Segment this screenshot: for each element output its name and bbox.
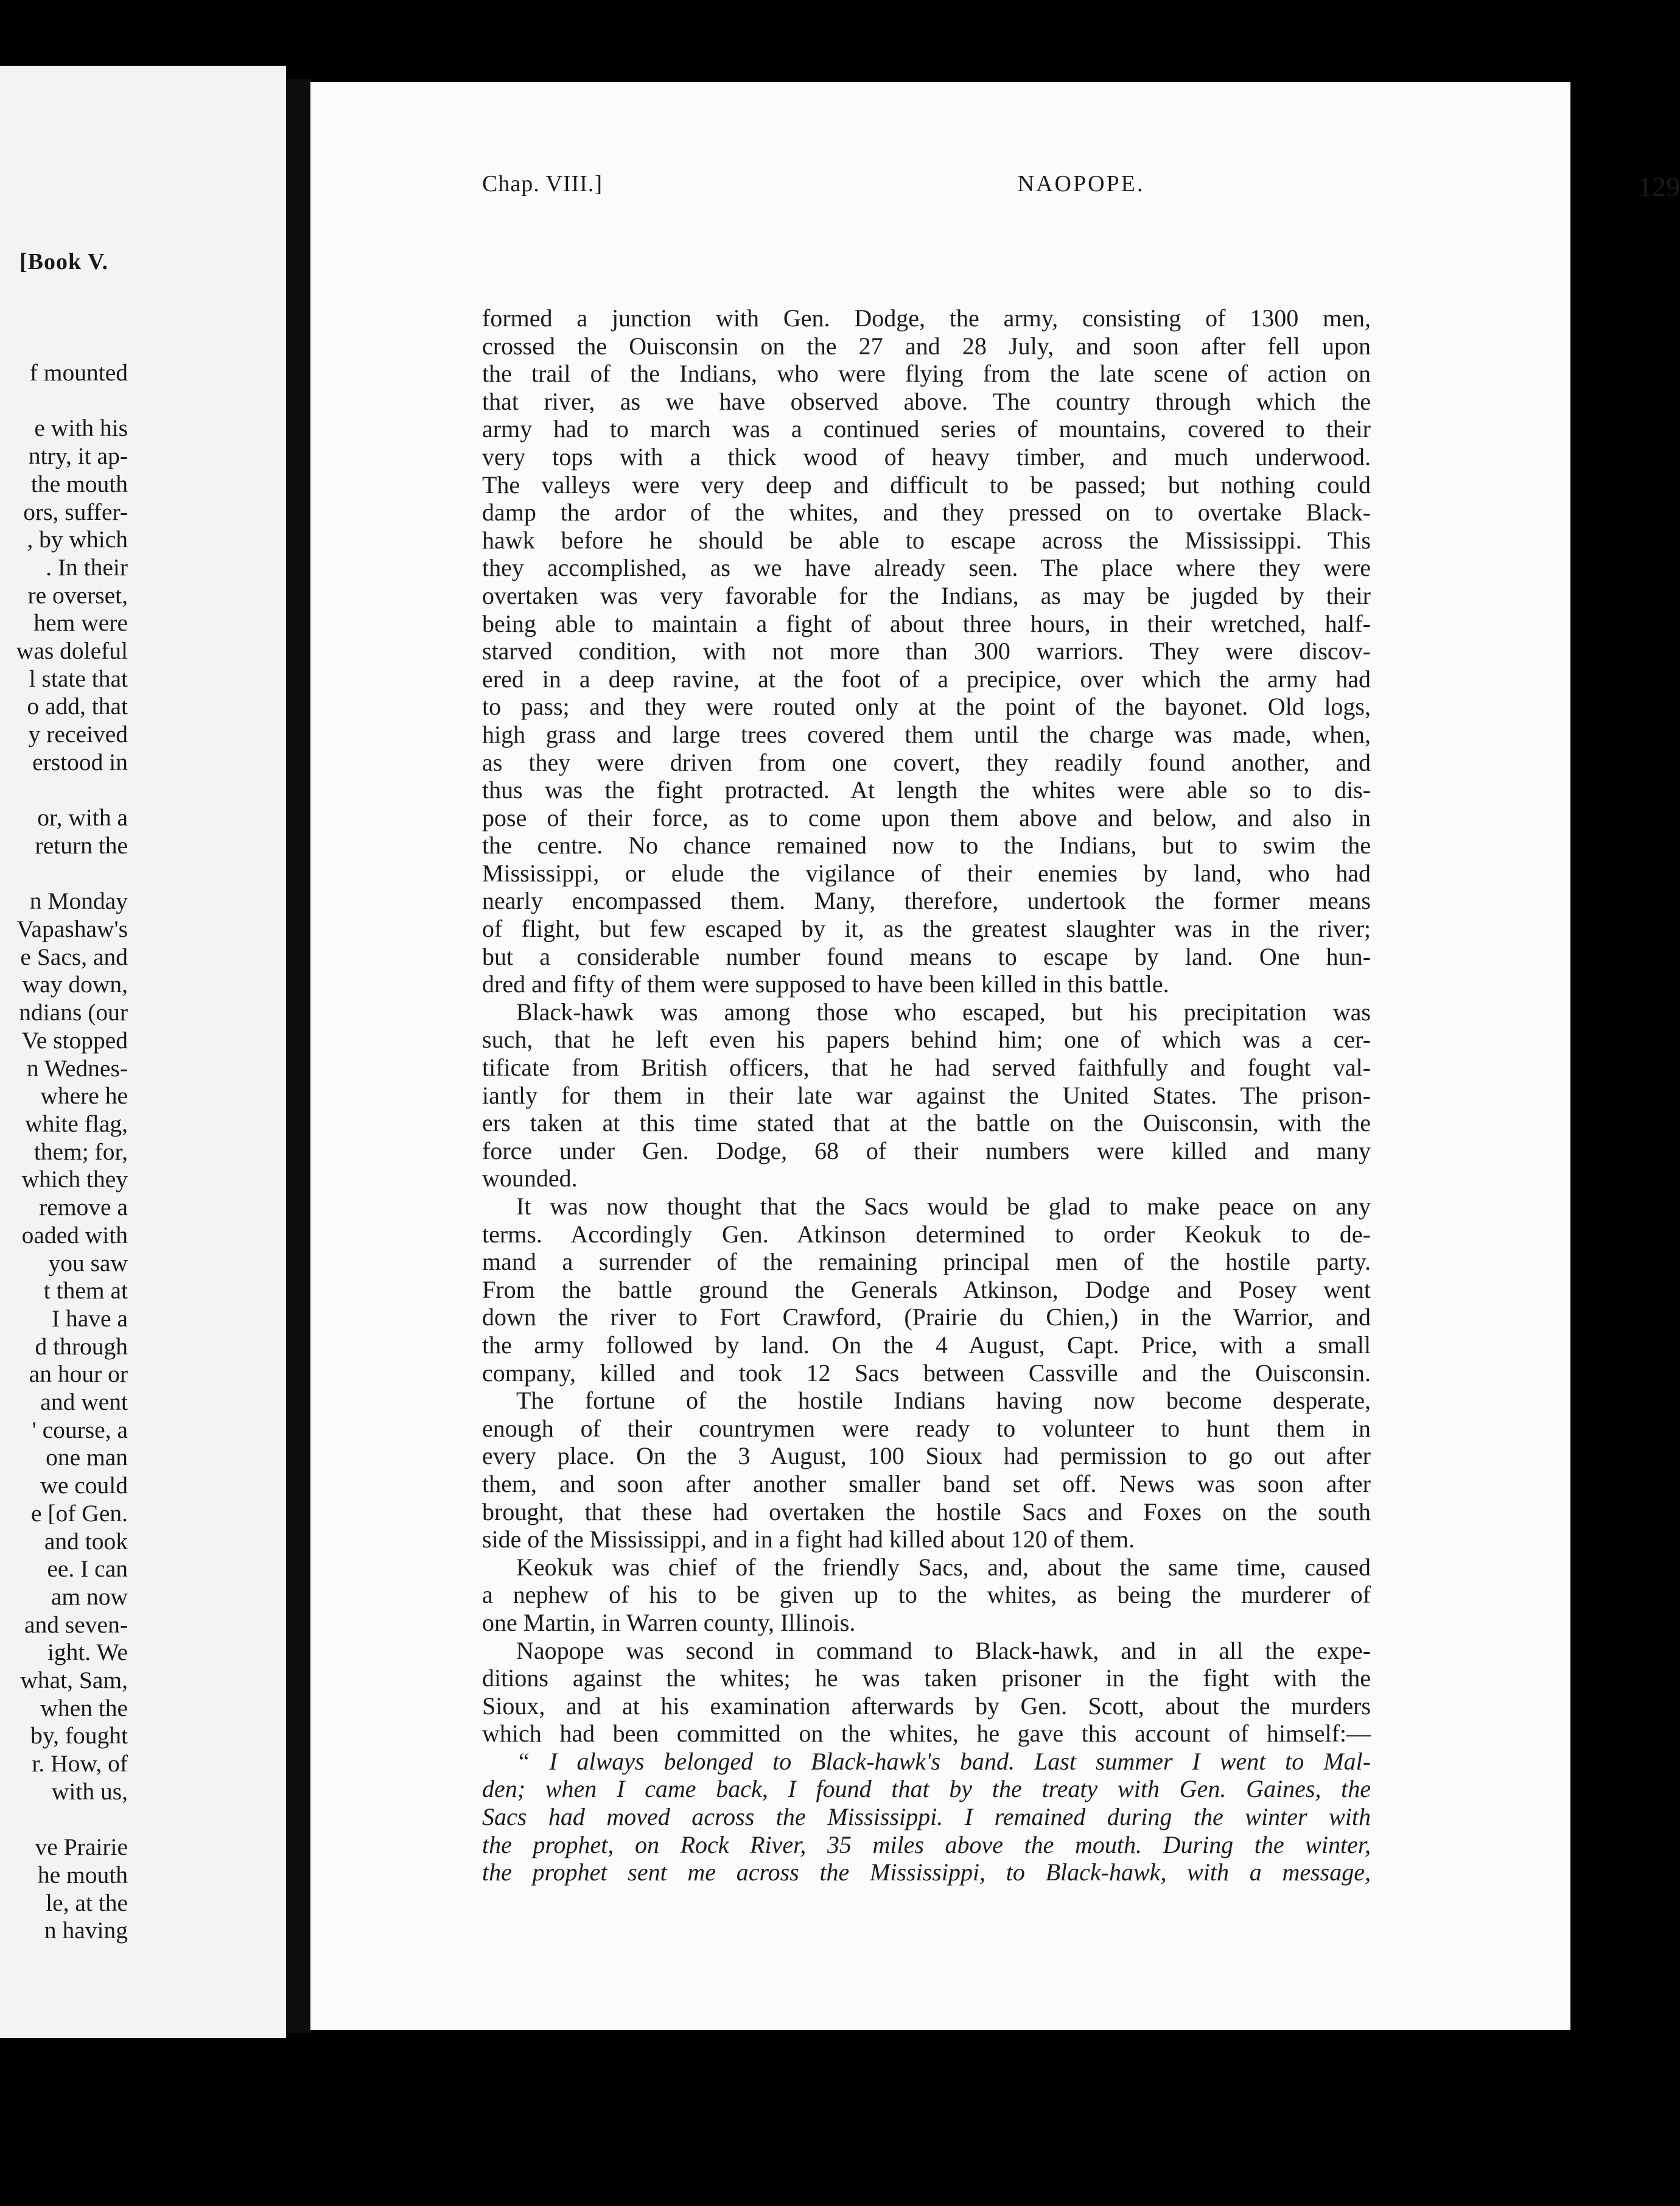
- text-line: The fortune of the hostile Indians having now become desperate,: [516, 1387, 1371, 1415]
- left-fragment-line: r. How, of: [32, 1750, 128, 1777]
- text-line: mand a surrender of the remaining principal men of the hostile party.: [482, 1248, 1371, 1276]
- text-line: such, that he left even his papers behind him; one of which was a cer-: [482, 1026, 1371, 1054]
- left-fragment-line: Vapashaw's: [16, 916, 128, 943]
- text-line: Sacs had moved across the Mississippi. I remained during the winter with: [482, 1803, 1371, 1831]
- text-line: nearly encompassed them. Many, therefore, undertook the former means: [482, 887, 1371, 915]
- page-title: NAOPOPE.: [1017, 171, 1145, 197]
- text-line: which had been committed on the whites, he gave this account of himself:—: [482, 1720, 1371, 1748]
- left-fragment-line: and took: [44, 1527, 128, 1555]
- left-fragment-line: them; for,: [33, 1138, 128, 1165]
- left-fragment-line: [0, 387, 128, 415]
- text-line: enough of their countrymen were ready to volunteer to hunt them in: [482, 1414, 1371, 1442]
- left-fragment-line: what, Sam,: [20, 1667, 128, 1694]
- left-fragment-line: when the: [40, 1694, 128, 1721]
- text-line: as they were driven from one covert, they readily found another, and: [482, 748, 1371, 776]
- left-fragment-line: y received: [28, 721, 128, 748]
- text-line: starved condition, with not more than 300 warriors. They were discov-: [482, 637, 1371, 665]
- left-page: [0, 66, 286, 2038]
- text-line: that river, as we have observed above. The country through which the: [482, 387, 1371, 415]
- left-fragment-line: you saw: [48, 1249, 128, 1276]
- left-fragment-line: n having: [44, 1917, 128, 1944]
- left-fragment-line: ors, suffer-: [23, 498, 128, 525]
- text-line: thus was the fight protracted. At length the whites were able so to dis-: [482, 776, 1371, 804]
- left-fragment-line: re overset,: [27, 581, 128, 609]
- text-line: the army followed by land. On the 4 August, Capt. Price, with a small: [482, 1331, 1371, 1359]
- left-fragment-line: an hour or: [29, 1360, 128, 1388]
- left-running-head: [Book V.: [19, 249, 108, 275]
- left-fragment-line: where he: [40, 1082, 128, 1110]
- left-fragment-line: e Sacs, and: [20, 943, 128, 970]
- left-fragment-line: ntry, it ap-: [28, 443, 128, 470]
- text-line: them, and soon after another smaller band set off. News was soon after: [482, 1469, 1371, 1497]
- left-fragment-line: the mouth: [30, 470, 128, 497]
- left-fragment-line: ndians (our: [19, 999, 128, 1026]
- chapter-label: Chap. VIII.]: [482, 171, 603, 197]
- text-line: they accomplished, as we have already seen. The place where they were: [482, 554, 1371, 582]
- text-line: Black-hawk was among those who escaped, but his precipitation was: [516, 998, 1371, 1026]
- text-line: company, killed and took 12 Sacs between Cassville and the Ouisconsin.: [482, 1359, 1371, 1387]
- left-fragment-line: way down,: [22, 971, 128, 998]
- left-fragment-line: erstood in: [32, 748, 128, 776]
- text-line: ered in a deep ravine, at the foot of a precipice, over which the army had: [482, 665, 1371, 693]
- left-fragment-line: ight. We: [47, 1639, 128, 1666]
- text-line: a nephew of his to be given up to the whites, as being the murderer of: [482, 1581, 1371, 1609]
- text-line: the trail of the Indians, who were flying from the late scene of action on: [482, 360, 1371, 388]
- text-line: iantly for them in their late war against the United States. The prison-: [482, 1081, 1371, 1109]
- text-line: force under Gen. Dodge, 68 of their numbers were killed and many: [482, 1136, 1371, 1164]
- left-fragment-line: oaded with: [21, 1221, 128, 1248]
- text-line: side of the Mississippi, and in a fight had killed about 120 of them.: [482, 1525, 1135, 1553]
- text-line: “ I always belonged to Black-hawk's band. Last summer I went to Mal-: [516, 1747, 1371, 1775]
- text-line: Sioux, and at his examination afterwards by Gen. Scott, about the murders: [482, 1692, 1371, 1720]
- left-fragment-line: am now: [51, 1583, 128, 1610]
- left-fragment-line: [0, 1806, 128, 1834]
- text-line: tificate from British officers, that he had served faithfully and fought val-: [482, 1054, 1371, 1082]
- text-line: the prophet sent me across the Mississippi, to Black-hawk, with a message,: [482, 1858, 1371, 1886]
- left-fragment-line: I have a: [52, 1304, 128, 1332]
- left-fragment-line: d through: [35, 1332, 128, 1360]
- text-line: den; when I came back, I found that by the treaty with Gen. Gaines, the: [482, 1775, 1371, 1803]
- text-line: crossed the Ouisconsin on the 27 and 28 July, and soon after fell upon: [482, 332, 1371, 360]
- left-fragment-line: [0, 777, 128, 805]
- left-fragment-line: we could: [40, 1472, 128, 1499]
- text-line: brought, that these had overtaken the hostile Sacs and Foxes on the south: [482, 1497, 1371, 1525]
- left-fragment-line: l state that: [29, 665, 128, 692]
- left-fragment-line: e [of Gen.: [30, 1499, 128, 1527]
- page-number: 129: [1638, 171, 1680, 202]
- left-fragment-line: n Monday: [29, 888, 128, 915]
- running-head: [482, 170, 1680, 207]
- left-fragment-line: or, with a: [37, 804, 128, 832]
- book-gutter: [286, 79, 310, 2033]
- text-line: being able to maintain a fight of about three hours, in their wretched, half-: [482, 609, 1371, 637]
- text-line: From the battle ground the Generals Atkinson, Dodge and Posey went: [482, 1275, 1371, 1303]
- left-fragment-line: ve Prairie: [35, 1833, 128, 1861]
- text-line: Mississippi, or elude the vigilance of their enemies by land, who had: [482, 859, 1371, 887]
- left-fragment-line: white flag,: [25, 1110, 128, 1137]
- left-fragment-line: f mounted: [29, 359, 128, 386]
- text-line: It was now thought that the Sacs would be glad to make peace on any: [516, 1192, 1371, 1220]
- text-line: wounded.: [482, 1164, 578, 1192]
- left-fragment-line: [0, 860, 128, 888]
- text-line: Naopope was second in command to Black-hawk, and in all the expe-: [516, 1636, 1371, 1664]
- text-line: very tops with a thick wood of heavy timber, and much underwood.: [482, 443, 1371, 471]
- text-line: ditions against the whites; he was taken prisoner in the fight with the: [482, 1664, 1371, 1692]
- left-fragment-line: which they: [21, 1166, 128, 1193]
- text-line: the prophet, on Rock River, 35 miles above the mouth. During the winter,: [482, 1830, 1371, 1858]
- text-line: but a considerable number found means to escape by land. One hun-: [482, 942, 1371, 970]
- left-fragment-line: o add, that: [27, 693, 128, 720]
- left-fragment-line: ' course, a: [32, 1416, 128, 1443]
- left-fragment-line: one man: [46, 1444, 128, 1471]
- text-line: one Martin, in Warren county, Illinois.: [482, 1608, 856, 1636]
- left-fragment-line: and went: [40, 1388, 128, 1416]
- left-fragment-line: . In their: [46, 553, 128, 581]
- left-fragment-line: remove a: [39, 1194, 128, 1221]
- text-line: The valleys were very deep and difficult to be passed; but nothing could: [482, 471, 1371, 499]
- text-line: terms. Accordingly Gen. Atkinson determined to order Keokuk to de-: [482, 1220, 1371, 1248]
- text-line: pose of their force, as to come upon them above and below, and also in: [482, 804, 1371, 832]
- left-fragment-line: n Wednes-: [26, 1054, 128, 1082]
- left-fragment-line: , by which: [27, 526, 128, 553]
- text-line: every place. On the 3 August, 100 Sioux had permission to go out after: [482, 1442, 1371, 1470]
- left-fragment-line: le, at the: [46, 1889, 128, 1916]
- text-line: ers taken at this time stated that at the battle on the Ouisconsin, with the: [482, 1109, 1371, 1137]
- left-page-text-fragments: [0, 359, 128, 1945]
- left-fragment-line: return the: [35, 832, 128, 859]
- left-fragment-line: Ve stopped: [21, 1026, 128, 1054]
- left-fragment-line: and seven-: [24, 1611, 128, 1638]
- left-fragment-line: e with his: [34, 415, 128, 442]
- left-fragment-line: was doleful: [16, 637, 128, 665]
- text-line: the centre. No chance remained now to the Indians, but to swim the: [482, 832, 1371, 860]
- text-line: dred and fifty of them were supposed to have been killed in this battle.: [482, 970, 1169, 998]
- text-line: damp the ardor of the whites, and they pressed on to overtake Black-: [482, 499, 1371, 527]
- text-line: to pass; and they were routed only at the point of the bayonet. Old logs,: [482, 693, 1371, 721]
- left-fragment-line: by, fought: [30, 1722, 128, 1749]
- text-line: down the river to Fort Crawford, (Prairie du Chien,) in the Warrior, and: [482, 1303, 1371, 1331]
- text-line: army had to march was a continued series of mountains, covered to their: [482, 415, 1371, 443]
- text-line: Keokuk was chief of the friendly Sacs, and, about the same time, caused: [516, 1553, 1371, 1581]
- text-line: of flight, but few escaped by it, as the greatest slaughter was in the river;: [482, 915, 1371, 943]
- text-line: high grass and large trees covered them until the charge was made, when,: [482, 720, 1371, 748]
- left-fragment-line: ee. I can: [47, 1555, 128, 1583]
- left-fragment-line: with us,: [51, 1777, 128, 1805]
- page-body-text: [482, 304, 1371, 1886]
- text-line: hawk before he should be able to escape across the Mississippi. This: [482, 526, 1371, 554]
- left-fragment-line: he mouth: [37, 1861, 128, 1888]
- left-fragment-line: t them at: [43, 1277, 128, 1304]
- text-line: overtaken was very favorable for the Indians, as may be jugded by their: [482, 581, 1371, 609]
- left-fragment-line: hem were: [33, 609, 128, 637]
- text-line: formed a junction with Gen. Dodge, the army, consisting of 1300 men,: [482, 304, 1371, 332]
